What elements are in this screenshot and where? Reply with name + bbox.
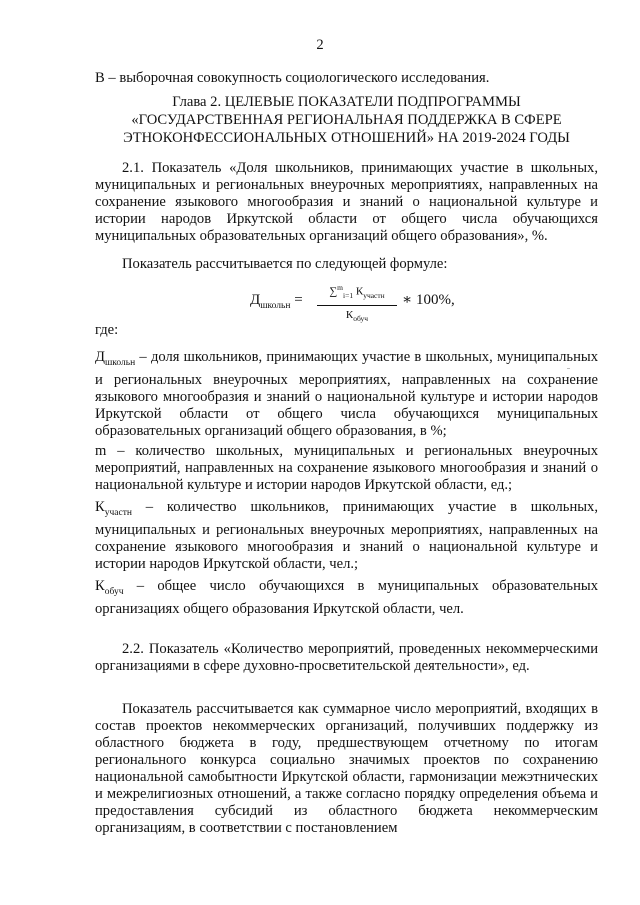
formula-numerator: ∑$^m_{i=1}$ $К_{участн}$ xyxy=(317,281,397,306)
definition-b-line: В – выборочная совокупность социологического исследования. xyxy=(95,70,490,86)
section-2-2-calculation: Показатель рассчитывается как суммарное число мероприятий, входящих в состав проектов некоммерческих организаций, получивших поддержку из областного бюджета в году, предшествующем отчетному по итогам регионального конкурса социально значимых проектов по сохранению национальной самобытности Иркутской области, гармонизации межэтнических и межрелигиозных отношений, а также согласно порядку определения объема и предоставления субсидий из областного бюджета некоммерческим организациям, в соответствии с постановлением xyxy=(95,701,598,836)
definition-m: m – количество школьных, муниципальных и региональных внеурочных мероприятий, направленных на сохранение языкового многообразия и знаний о национальной культуре и истории народов Иркутской области, ед.; xyxy=(95,443,598,493)
formula xyxy=(250,281,510,324)
formula-denominator: $К_{обуч}$ xyxy=(345,308,369,324)
chapter-heading-line-3: ЭТНОКОНФЕССИОНАЛЬНЫХ ОТНОШЕНИЙ» НА 2019-2024 ГОДЫ xyxy=(123,130,570,146)
chapter-heading-line-2: «ГОСУДАРСТВЕННАЯ РЕГИОНАЛЬНАЯ ПОДДЕРЖКА В СФЕРЕ xyxy=(131,112,562,128)
definition-share: $Д_{школьн}$ – доля школьников, принимающих участие в школьных, муниципальных и региональных внеурочных мероприятиях, направленных на сохранение языкового многообразия и знаний о национальной культуре и истории народов Иркутской области от общего числа обучающихся муниципальных образовательных организаций общего образования, в %; xyxy=(95,349,598,439)
where-label: где: xyxy=(95,322,119,338)
section-2-1-paragraph: 2.1. Показатель «Доля школьников, принимающих участие в школьных, муниципальных и региональных внеурочных мероприятиях, направленных на сохранение языкового многообразия и знаний о национальной культуре и истории народов Иркутской области от общего числа обучающихся муниципальных образовательных организаций общего образования», %. xyxy=(95,160,598,244)
definition-students: $К_{обуч}$ – общее число обучающихся в муниципальных образовательных организациях общего образования Иркутской области, чел. xyxy=(95,578,598,617)
section-2-2-paragraph: 2.2. Показатель «Количество мероприятий, проведенных некоммерческими организациями в сфере духовно-просветительской деятельности», ед. xyxy=(95,641,598,674)
formula-tail: ∗ 100%, xyxy=(402,292,455,308)
page-number: 2 xyxy=(316,37,324,53)
formula-intro: Показатель рассчитывается по следующей формуле: xyxy=(122,256,448,272)
definition-participants: $К_{участн}$ – количество школьников, принимающих участие в школьных, муниципальных и региональных внеурочных мероприятиях, направленных на сохранение языкового многообразия и знаний о национальной культуре и истории народов Иркутской области, чел.; xyxy=(95,499,598,572)
formula-fraction xyxy=(317,281,397,326)
formula-lhs: $Д_{школьн}$ = xyxy=(250,292,303,311)
chapter-heading xyxy=(95,93,598,147)
chapter-heading-line-1: Глава 2. ЦЕЛЕВЫЕ ПОКАЗАТЕЛИ ПОДПРОГРАММЫ xyxy=(172,94,521,110)
